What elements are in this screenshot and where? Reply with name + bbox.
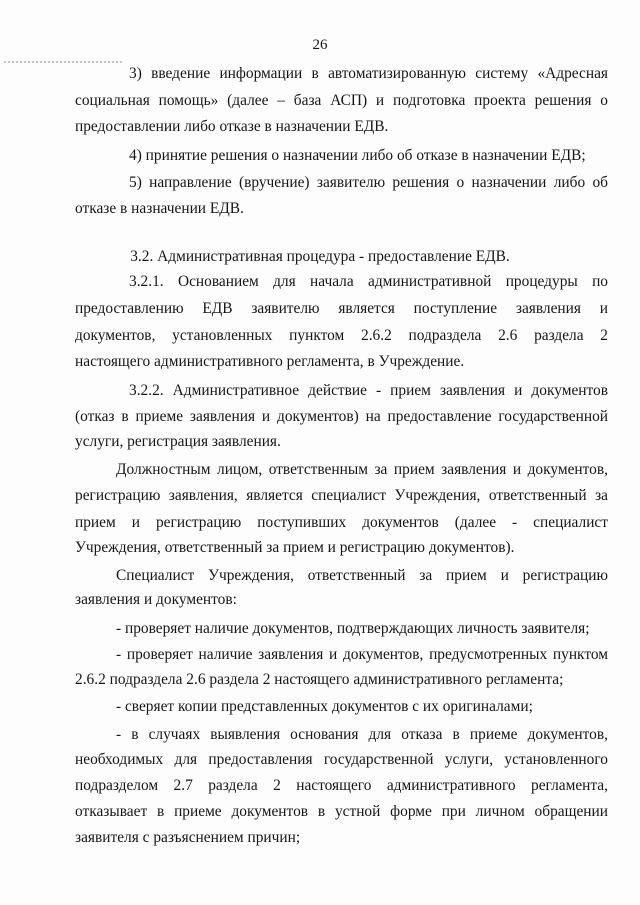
text-line: регистрацию заявления, является специалист Учреждения, ответственный за [75, 487, 608, 504]
text-line: подразделом 2.7 раздела 2 настоящего административного регламента, [75, 777, 608, 794]
text-line: настоящего административного регламента, в Учреждение. [75, 353, 465, 370]
text-line: заявителя с разъяснением причин; [75, 829, 301, 846]
text-line: - проверяет наличие документов, подтверждающих личность заявителя; [116, 620, 590, 637]
text-line: - сверяет копии представленных документов с их оригиналами; [116, 698, 533, 715]
text-line: - проверяет наличие заявления и документов, предусмотренных пунктом [116, 646, 608, 663]
text-line: прием и регистрацию поступивших документов (далее - специалист [75, 514, 608, 531]
text-line: отказе в назначении ЕДВ. [75, 200, 244, 217]
text-line: 2.6.2 подраздела 2.6 раздела 2 настоящего административного регламента; [75, 671, 564, 688]
page-number: 26 [312, 37, 328, 53]
text-line: 3.2. Административная процедура - предоставление ЕДВ. [130, 248, 510, 265]
text-line: услуги, регистрация заявления. [75, 433, 281, 450]
text-line: 4) принятие решения о назначении либо об отказе в назначении ЕДВ; [129, 147, 586, 164]
text-line: Должностным лицом, ответственным за прием заявления и документов, [116, 461, 608, 478]
text-line: социальная помощь» (далее – база АСП) и подготовка проекта решения о [75, 92, 608, 109]
text-line: 3.2.2. Административное действие - прием заявления и документов [129, 382, 608, 399]
text-line: 5) направление (вручение) заявителю решения о назначении либо об [129, 174, 608, 191]
text-line: отказывает в приеме документов в устной форме при личном обращении [75, 803, 608, 820]
text-line: Учреждения, ответственный за прием и регистрацию документов). [75, 539, 515, 556]
text-line: - в случаях выявления основания для отказа в приеме документов, [116, 726, 608, 743]
text-line: необходимых для предоставления государственной услуги, установленного [75, 751, 608, 768]
text-line: документов, установленных пунктом 2.6.2 подраздела 2.6 раздела 2 [75, 327, 608, 344]
text-line: 3) введение информации в автоматизированную систему «Адресная [129, 65, 608, 82]
text-line: 3.2.1. Основанием для начала административной процедуры по [129, 273, 608, 290]
text-line: предоставлению ЕДВ заявителю является поступление заявления и [75, 300, 608, 317]
text-line: (отказ в приеме заявления и документов) на предоставление государственной [75, 408, 608, 425]
text-line: предоставлении либо отказе в назначении ЕДВ. [75, 118, 389, 135]
text-line: Специалист Учреждения, ответственный за прием и регистрацию [116, 567, 608, 584]
text-line: заявления и документов: [75, 591, 237, 608]
